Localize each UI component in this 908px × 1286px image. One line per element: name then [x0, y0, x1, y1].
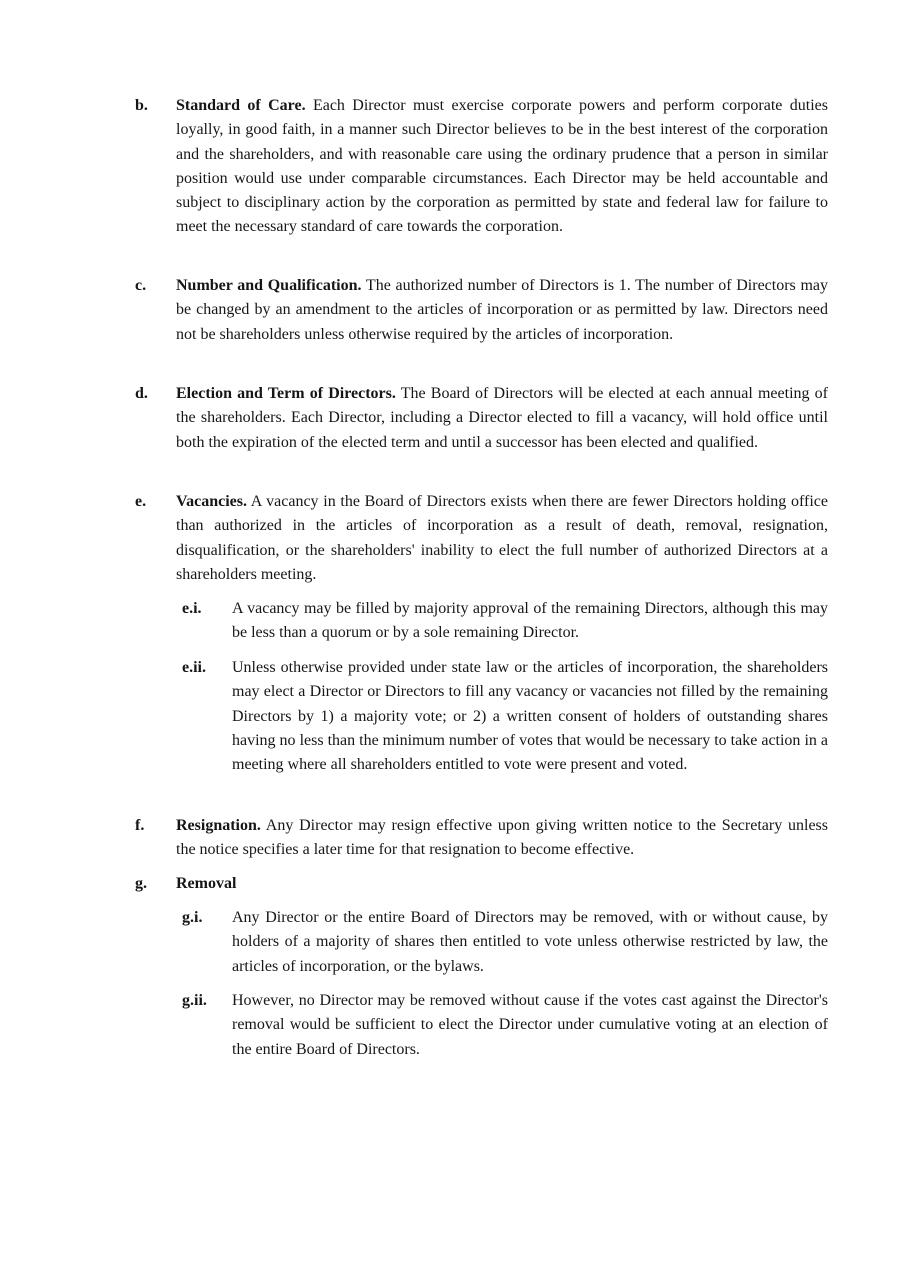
section-text: Each Director must exercise corporate powers and perform corporate duties loyally, in good faith, in a manner such Director believes to be in the best interest of the corporation and the shareholders, and with reasonable care using the ordinary prudence that a person in similar position would use under comparable circumstances. Each Director may be held accountable and subject to disciplinary action by the corporation as permitted by state and federal law for failure to meet the necessary standard of care towards the corporation. [176, 97, 828, 236]
subsection-text: However, no Director may be removed without cause if the votes cast against the Director's removal would be sufficient to elect the Director under cumulative voting at an election of the entire Board of Directors. [232, 992, 828, 1058]
section-label: g. [135, 875, 147, 892]
subsection-text: A vacancy may be filled by majority approval of the remaining Directors, although this may be less than a quorum or by a sole remaining Director. [232, 600, 828, 642]
section-body [176, 274, 828, 347]
section-body [176, 814, 828, 863]
section-body [176, 382, 828, 455]
subsection-text: Any Director or the entire Board of Directors may be removed, with or without cause, by holders of a majority of shares then entitled to vote unless otherwise restricted by law, the articles of incorporation, or the bylaws. [232, 909, 828, 975]
subsection-label: e.ii. [182, 659, 206, 676]
section-body [176, 94, 828, 240]
section-label: f. [135, 817, 145, 834]
section-heading: Number and Qualification. [176, 277, 362, 294]
section-text: The authorized number of Directors is 1. The number of Directors may be changed by an amendment to the articles of incorporation or as permitted by law. Directors need not be shareholders unless otherwise required by the articles of incorporation. [176, 277, 829, 343]
section-heading: Resignation. [176, 817, 261, 834]
section-text: The Board of Directors will be elected at each annual meeting of the shareholders. Each Director, including a Director elected to fill a vacancy, will hold office until both the expiration of the elected term and until a successor has been elected and qualified. [176, 385, 828, 451]
subsection-label: g.ii. [182, 992, 207, 1009]
section-body [176, 872, 828, 896]
section-heading: Removal [176, 875, 237, 892]
section-heading: Standard of Care. [176, 97, 306, 114]
section-heading: Election and Term of Directors. [176, 385, 396, 402]
section-body [176, 490, 828, 587]
section-text: Any Director may resign effective upon giving written notice to the Secretary unless the notice specifies a later time for that resignation to become effective. [176, 817, 828, 859]
section-label: b. [135, 97, 148, 114]
section-text: A vacancy in the Board of Directors exists when there are fewer Directors holding office than authorized in the articles of incorporation as a result of death, removal, resignation, disqualification, or the shareholders' inability to elect the full number of authorized Directors at a shareholders meeting. [176, 493, 828, 583]
subsection-label: e.i. [182, 600, 202, 617]
section-label: c. [135, 277, 147, 294]
subsection-label: g.i. [182, 909, 203, 926]
section-label: d. [135, 385, 148, 402]
subsection-text: Unless otherwise provided under state law or the articles of incorporation, the shareholders may elect a Director or Directors to fill any vacancy or vacancies not filled by the remaining Directors by 1) a majority vote; or 2) a written consent of holders of outstanding shares having no less than the minimum number of votes that would be necessary to take action in a meeting where all shareholders entitled to vote were present and voted. [232, 659, 828, 774]
section-heading: Vacancies. [176, 493, 247, 510]
section-label: e. [135, 493, 147, 510]
